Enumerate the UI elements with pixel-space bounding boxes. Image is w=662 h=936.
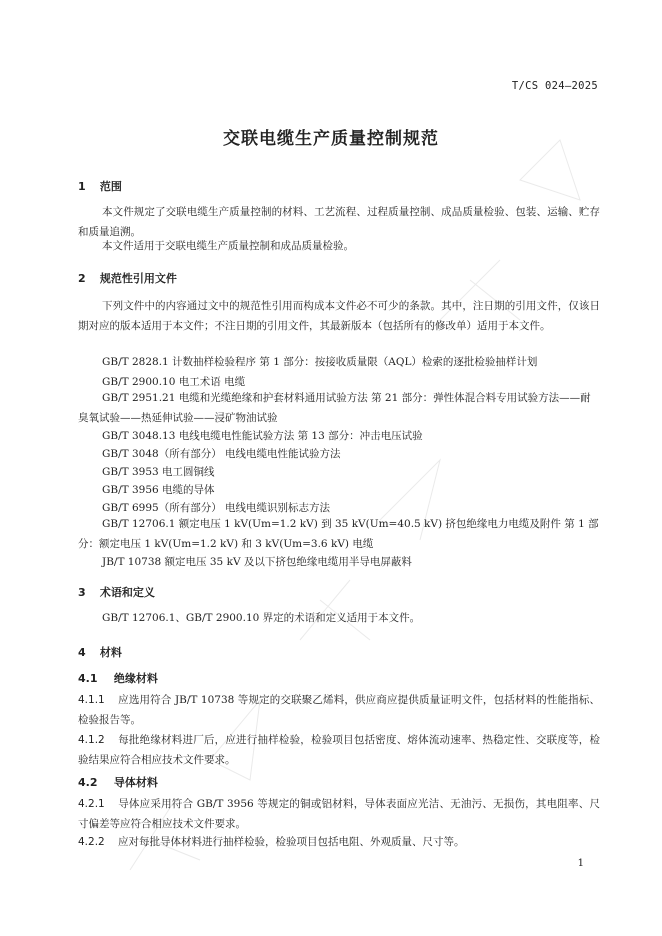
- reference-item: GB/T 2828.1 计数抽样检验程序 第 1 部分：按接收质量限（AQL）检索的逐批检验抽样计划: [102, 356, 538, 368]
- paragraph: 下列文件中的内容通过文中的规范性引用而构成本文件必不可少的条款。其中，注日期的引用文件，仅该日期对应的版本适用于本文件；不注日期的引用文件，其最新版本（包括所有的修改单）适用于本文件。: [78, 300, 600, 332]
- section-heading-2: [78, 270, 177, 286]
- paragraph: GB/T 12706.1、GB/T 2900.10 界定的术语和定义适用于本文件。: [102, 612, 421, 624]
- subsection-heading-4-1: [78, 670, 158, 686]
- section-heading-4: [78, 644, 122, 660]
- section-title: 范围: [99, 180, 122, 193]
- subsection-number: 4.2: [78, 776, 98, 789]
- section-number: 2: [78, 272, 86, 285]
- reference-item: GB/T 2951.21 电缆和光缆绝缘和护套材料通用试验方法 第 21 部分：弹性体混合料专用试验方法——耐臭氧试验——热延伸试验——浸矿物油试验: [78, 392, 591, 424]
- subsection-title: 导体材料: [113, 776, 158, 789]
- clause-number: 4.2.1: [78, 798, 105, 810]
- section-heading-1: [78, 178, 122, 194]
- standard-number: T/CS 024—2025: [511, 80, 598, 92]
- clause-text: 应选用符合 JB/T 10738 等规定的交联聚乙烯料，供应商应提供质量证明文件，包括材料的性能指标、检验报告等。: [78, 694, 600, 726]
- clause-number: 4.1.2: [78, 734, 105, 746]
- subsection-heading-4-2: [78, 774, 158, 790]
- reference-item: GB/T 6995（所有部分） 电线电缆识别标志方法: [102, 502, 331, 514]
- paragraph: 本文件适用于交联电缆生产质量控制和成品质量检验。: [102, 240, 354, 252]
- clause-text: 导体应采用符合 GB/T 3956 等规定的铜或铝材料，导体表面应光洁、无油污、无损伤，其电阻率、尺寸偏差等应符合相应技术文件要求。: [78, 798, 600, 830]
- clause-text: 每批绝缘材料进厂后，应进行抽样检验，检验项目包括密度、熔体流动速率、热稳定性、交联度等，检验结果应符合相应技术文件要求。: [78, 734, 600, 766]
- reference-item: GB/T 3048（所有部分） 电线电缆电性能试验方法: [102, 448, 341, 460]
- reference-item: GB/T 3953 电工圆铜线: [102, 466, 215, 478]
- subsection-number: 4.1: [78, 672, 98, 685]
- clause-number: 4.1.1: [78, 694, 105, 706]
- reference-item: GB/T 12706.1 额定电压 1 kV(Um=1.2 kV) 到 35 kV(Um=40.5 kV) 挤包绝缘电力电缆及附件 第 1 部分：额定电压 1 kV(Um=1.2 kV) 和 3 kV(Um=3.6 kV) 电缆: [78, 518, 599, 550]
- section-heading-3: [78, 584, 155, 600]
- section-number: 1: [78, 180, 86, 193]
- clause-text: 应对每批导体材料进行抽样检验，检验项目包括电阻、外观质量、尺寸等。: [118, 836, 465, 848]
- reference-item: GB/T 3956 电缆的导体: [102, 484, 215, 496]
- reference-item: GB/T 2900.10 电工术语 电缆: [102, 376, 246, 388]
- section-title: 规范性引用文件: [99, 272, 177, 285]
- page-number: 1: [577, 858, 584, 869]
- clause-4-2-1: [78, 794, 600, 834]
- clause-4-2-2: [78, 832, 600, 852]
- reference-item: JB/T 10738 额定电压 35 kV 及以下挤包绝缘电缆用半导电屏蔽料: [102, 556, 412, 568]
- section-title: 术语和定义: [99, 586, 155, 599]
- clause-number: 4.2.2: [78, 836, 105, 848]
- subsection-title: 绝缘材料: [113, 672, 158, 685]
- section-title: 材料: [99, 646, 122, 659]
- document-title: 交联电缆生产质量控制规范: [223, 129, 439, 149]
- clause-4-1-1: [78, 690, 600, 730]
- section-number: 3: [78, 586, 86, 599]
- paragraph: 本文件规定了交联电缆生产质量控制的材料、工艺流程、过程质量控制、成品质量检验、包装、运输、贮存和质量追溯。: [78, 206, 600, 238]
- section-number: 4: [78, 646, 86, 659]
- reference-item: GB/T 3048.13 电线电缆电性能试验方法 第 13 部分：冲击电压试验: [102, 430, 423, 442]
- clause-4-1-2: [78, 730, 600, 770]
